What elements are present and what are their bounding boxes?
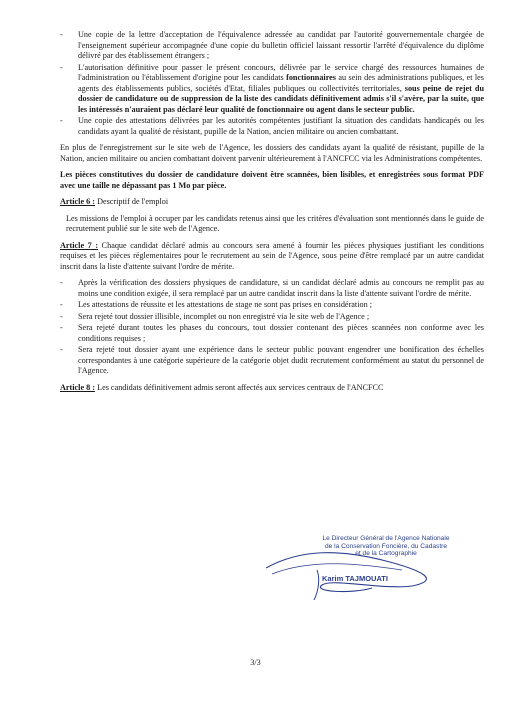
- stamp-text: [296, 535, 476, 558]
- article-text: Chaque candidat déclaré admis au concours sera amené à fournir les pièces physiques justifiant les conditions requises et les pièces réglementaires pour le recrutement au sein de l'Agence, sous peine d'être remplacé par un autre candidat inscrit dans la liste d'attente suivant l'ordre de mérite.: [60, 240, 484, 271]
- stamp-line: de la Conservation Foncière, du Cadastre: [324, 542, 448, 550]
- stamp-line: Le Directeur Général de l'Agence Nationale: [322, 535, 450, 542]
- bold-term: fonctionnaires: [286, 73, 336, 82]
- article-6-heading: [60, 197, 484, 208]
- list-item: - Sera rejeté tout dossier ayant une expérience dans le secteur public pouvant engendrer une bonification des échelles correspondantes à une catégorie supérieure de la catégorie objet dudit recrutement conformément au statut du personnel de l'Agence.: [60, 345, 484, 377]
- authorisation-text: L'autorisation définitive pour passer le présent concours, délivrée par le service chargé des ressources humaines de l'administration ou l'établissement d'origine pour les candidats: [78, 62, 484, 82]
- list-item: - Sera rejeté durant toutes les phases du concours, tout dossier contenant des pièces scannées non conforme avec les conditions requises ;: [60, 323, 484, 344]
- article-title: Article 7 :: [60, 240, 99, 250]
- list-item: - Sera rejeté tout dossier illisible, incomplet ou non enregistré via le site web de l'Agence ;: [60, 312, 484, 323]
- signatory-name: Karim TAJMOUATI: [322, 574, 388, 583]
- list-item: - Une copie des attestations délivrées par les autorités compétentes justifiant la situation des candidats handicapés ou les candidats ayant la qualité de résistant, pupille de la Nation, ancien militaire ou ancien combattant.: [60, 116, 484, 137]
- article-7-list: [60, 278, 484, 377]
- list-item: [60, 63, 484, 116]
- article-title: Article 6 :: [60, 197, 96, 206]
- signature-stamp: [262, 530, 492, 620]
- article-8-paragraph: [60, 383, 484, 394]
- article-title: Article 8 :: [60, 382, 96, 392]
- scanned-documents-paragraph: Les pièces constitutives du dossier de candidature doivent être scannées, bien lisibles, et enregistrées sous format PDF avec une taille ne dépassant pas 1 Mo par pièce.: [60, 170, 484, 190]
- requirements-list: [60, 30, 484, 137]
- registration-paragraph: En plus de l'enregistrement sur le site web de l'Agence, les dossiers des candidats ayant la qualité de résistant, pupille de la Nation, ancien militaire ou ancien combattant doivent parvenir ultérieurement à l'ANCFCC via les Administrations compétentes.: [60, 143, 484, 163]
- list-item: - Les attestations de réussite et les attestations de stage ne sont pas prises en considération ;: [60, 300, 484, 311]
- article-6-text: Les missions de l'emploi à occuper par les candidats retenus ainsi que les critères d'évaluation sont mentionnés dans le guide de recrutement publié sur le site web de l'Agence.: [66, 213, 484, 233]
- stamp-line: et de la Cartographie: [355, 550, 417, 558]
- article-7-paragraph: [60, 241, 484, 273]
- page-number: 3/3: [250, 658, 261, 667]
- article-text: Les candidats définitivement admis seront affectés aux services centraux de l'ANCFCC: [95, 382, 384, 392]
- list-item: - Une copie de la lettre d'acceptation de l'équivalence adressée au candidat par l'autorité gouvernementale chargée de l'enseignement supérieur accompagnée d'une copie du bulletin officiel laissant ressortir l'arrêté d'équivalence du diplôme délivré par des établissement étrangers ;: [60, 30, 484, 62]
- authorisation-text: au sein des administrations publiques, et les agents des établissements publics, sociétés d'Etat, filiales publiques ou collectivités territoriales,: [78, 73, 484, 93]
- article-heading-text: Descriptif de l'emploi: [95, 197, 169, 206]
- document-body: [60, 30, 484, 399]
- list-item: - Après la vérification des dossiers physiques de candidature, si un candidat déclaré admis au concours ne remplit pas au moins une condition exigée, il sera remplacé par un autre candidat inscrit dans la liste d'attente suivant l'ordre de mérite.: [60, 278, 484, 299]
- bold-warning: sous peine de rejet du dossier de candidature ou de suppression de la liste des candidats définitivement admis s'il s'avère, par la suite, que les intéressés n'auraient pas déclaré leur qualité de fonctionnaire ou agent dans le secteur public.: [78, 83, 484, 114]
